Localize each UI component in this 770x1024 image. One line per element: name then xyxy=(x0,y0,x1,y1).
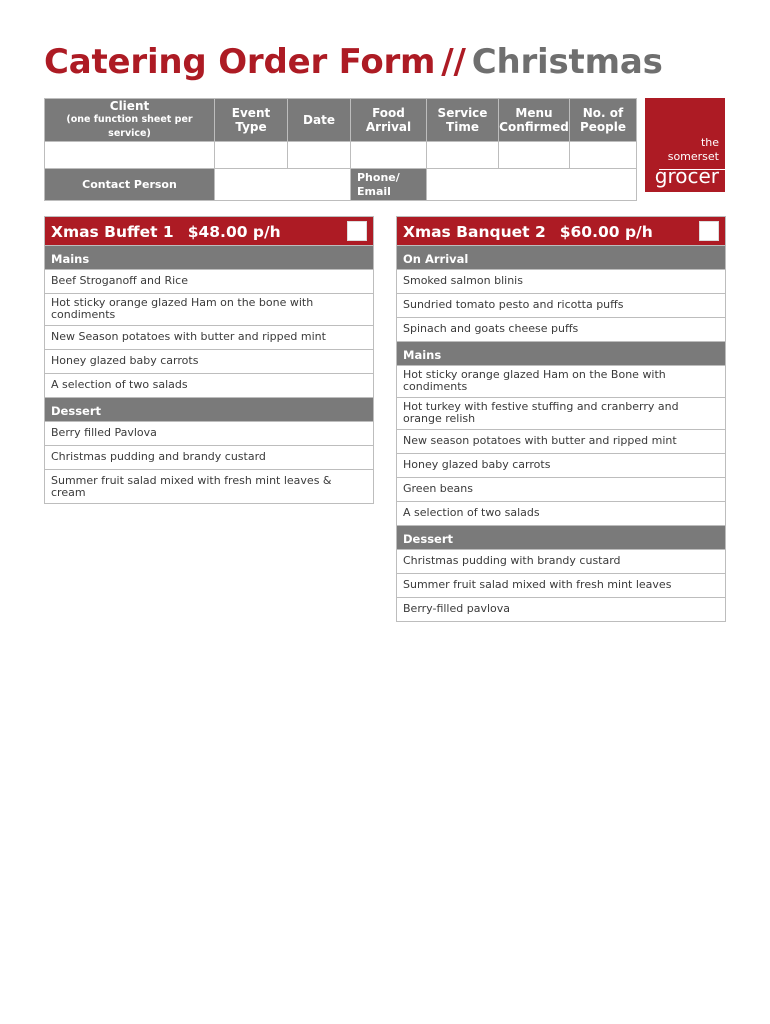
logo-text-line3: grocer xyxy=(654,164,719,188)
menu-item: A selection of two salads xyxy=(397,501,725,525)
menu-confirmed-field[interactable] xyxy=(499,142,570,169)
brand-logo xyxy=(645,98,725,192)
client-header xyxy=(45,99,215,142)
menu-item: Honey glazed baby carrots xyxy=(397,453,725,477)
menu-item: Christmas pudding with brandy custard xyxy=(397,549,725,573)
buffet-select-checkbox[interactable] xyxy=(347,221,367,241)
event-type-header: Event Type xyxy=(215,99,288,142)
menu-item: New Season potatoes with butter and ripped mint xyxy=(45,325,373,349)
contact-person-header: Contact Person xyxy=(45,169,215,201)
no-of-people-header: No. of People xyxy=(570,99,637,142)
banquet-select-checkbox[interactable] xyxy=(699,221,719,241)
contact-person-field[interactable] xyxy=(215,169,351,201)
client-label: Client xyxy=(109,99,150,113)
banquet-price: $60.00 p/h xyxy=(559,223,653,241)
food-arrival-field[interactable] xyxy=(351,142,427,169)
date-field[interactable] xyxy=(288,142,351,169)
logo-text-line2: somerset xyxy=(667,150,719,163)
order-details-table xyxy=(44,98,637,201)
menu-item: Hot sticky orange glazed Ham on the bone with condiments xyxy=(45,293,373,325)
banquet-section-dessert: Dessert xyxy=(397,525,725,549)
banquet-name: Xmas Banquet 2 xyxy=(403,223,546,241)
date-header: Date xyxy=(288,99,351,142)
menu-item: Beef Stroganoff and Rice xyxy=(45,269,373,293)
menu-item: Spinach and goats cheese puffs xyxy=(397,317,725,341)
phone-email-header: Phone/ Email xyxy=(351,169,427,201)
menu-item: Smoked salmon blinis xyxy=(397,269,725,293)
menu-item: Berry-filled pavlova xyxy=(397,597,725,621)
menu-item: Summer fruit salad mixed with fresh mint leaves xyxy=(397,573,725,597)
title-main: Catering Order Form xyxy=(44,42,436,82)
food-arrival-header: Food Arrival xyxy=(351,99,427,142)
menu-confirmed-header: Menu Confirmed xyxy=(499,99,570,142)
buffet-section-mains: Mains xyxy=(45,245,373,269)
service-time-field[interactable] xyxy=(427,142,499,169)
menu-item: Berry filled Pavlova xyxy=(45,421,373,445)
banquet-section-on-arrival: On Arrival xyxy=(397,245,725,269)
logo-text-line1: the xyxy=(700,136,719,149)
page-title xyxy=(44,42,663,82)
buffet-name: Xmas Buffet 1 xyxy=(51,223,174,241)
buffet-price: $48.00 p/h xyxy=(187,223,281,241)
menu-item: A selection of two salads xyxy=(45,373,373,397)
buffet-menu-card xyxy=(44,216,374,504)
client-field[interactable] xyxy=(45,142,215,169)
banquet-menu-card xyxy=(396,216,726,622)
service-time-header: Service Time xyxy=(427,99,499,142)
buffet-menu-title xyxy=(51,223,281,241)
menu-item: Summer fruit salad mixed with fresh mint leaves & cream xyxy=(45,469,373,503)
menu-item: New season potatoes with butter and ripped mint xyxy=(397,429,725,453)
buffet-menu-header xyxy=(45,217,373,245)
banquet-menu-title xyxy=(403,223,653,241)
menu-item: Green beans xyxy=(397,477,725,501)
menu-item: Christmas pudding and brandy custard xyxy=(45,445,373,469)
banquet-menu-header xyxy=(397,217,725,245)
menu-item: Honey glazed baby carrots xyxy=(45,349,373,373)
title-separator: // xyxy=(441,42,466,82)
event-type-field[interactable] xyxy=(215,142,288,169)
menu-item: Hot turkey with festive stuffing and cranberry and orange relish xyxy=(397,397,725,429)
no-of-people-field[interactable] xyxy=(570,142,637,169)
client-note: (one function sheet per service) xyxy=(66,114,193,139)
menu-item: Hot sticky orange glazed Ham on the Bone with condiments xyxy=(397,365,725,397)
buffet-section-dessert: Dessert xyxy=(45,397,373,421)
title-sub: Christmas xyxy=(471,42,663,82)
banquet-section-mains: Mains xyxy=(397,341,725,365)
menu-item: Sundried tomato pesto and ricotta puffs xyxy=(397,293,725,317)
phone-email-field[interactable] xyxy=(427,169,637,201)
